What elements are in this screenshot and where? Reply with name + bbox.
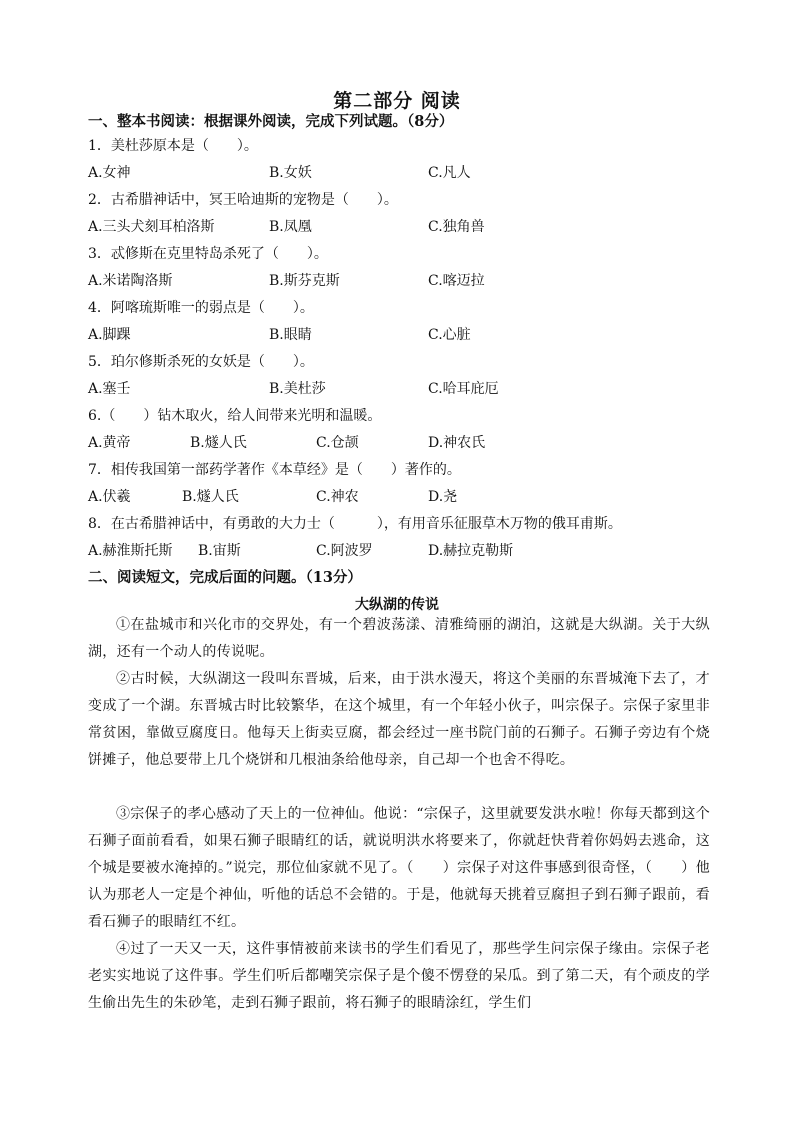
question-6-option-b: B.燧人氏	[190, 435, 247, 451]
passage-title: 大纵湖的传说	[355, 597, 439, 613]
section2-heading: 二、阅读短文，完成后面的问题。（13分）	[88, 569, 362, 586]
question-5-option-b: B.美杜莎	[269, 381, 326, 397]
question-3-option-b: B.斯芬克斯	[269, 273, 340, 289]
question-8-option-b: B.宙斯	[198, 543, 241, 559]
question-7-stem: 7．相传我国第一部药学著作《本草经》是（ ）著作的。	[88, 462, 461, 478]
question-3-stem: 3．忒修斯在克里特岛杀死了（ ）。	[88, 246, 328, 262]
question-3-option-a: A.米诺陶洛斯	[88, 273, 173, 289]
question-7-option-d: D.尧	[428, 489, 458, 505]
question-6-option-a: A.黄帝	[88, 435, 131, 451]
question-4-option-a: A.脚踝	[88, 327, 131, 343]
question-1-option-b: B.女妖	[269, 165, 312, 181]
question-8-option-c: C.阿波罗	[316, 543, 373, 559]
question-7-option-b: B.燧人氏	[182, 489, 239, 505]
passage-paragraph-3: ③宗保子的孝心感动了天上的一位神仙。他说：“宗保子，这里就要发洪水啦！你每天都到这个石狮子面前看看，如果石狮子眼睛红的话，就说明洪水将要来了，你就赶快背着你妈妈去逃命，这个城是要被水淹掉的。”说完，那位仙家就不见了。（ ）宗保子对这件事感到很奇怪，（ ）他认为那老人一定是个神仙，听他的话总不会错的。于是，他就每天挑着豆腐担子到石狮子跟前，看看石狮子的眼睛红不红。	[88, 806, 710, 930]
passage-paragraph-2: ②古时候，大纵湖这一段叫东晋城，后来，由于洪水漫天，将这个美丽的东晋城淹下去了，才变成了一个湖。东晋城古时比较繁华，在这个城里，有一个年轻小伙子，叫宗保子。宗保子家里非常贫困，靠做豆腐度日。他每天上街卖豆腐，都会经过一座书院门前的石狮子。石狮子旁边有个烧饼摊子，他总要带上几个烧饼和几根油条给他母亲，自己却一个也舍不得吃。	[88, 671, 710, 768]
question-5-option-c: C.哈耳庇厄	[428, 381, 499, 397]
question-3-option-c: C.喀迈拉	[428, 273, 485, 289]
question-1-option-a: A.女神	[88, 165, 131, 181]
page-title: 第二部分 阅读	[333, 90, 461, 112]
question-8-option-d: D.赫拉克勒斯	[428, 543, 514, 559]
question-7-option-a: A.伏羲	[88, 489, 131, 505]
question-1-stem: 1．美杜莎原本是（ ）。	[88, 138, 258, 154]
question-2-option-c: C.独角兽	[428, 219, 485, 235]
question-4-option-c: C.心脏	[428, 327, 471, 343]
question-5-option-a: A.塞壬	[88, 381, 131, 397]
question-4-stem: 4．阿喀琉斯唯一的弱点是（ ）。	[88, 300, 314, 316]
question-6-stem: 6.（ ）钻木取火，给人间带来光明和温暖。	[88, 408, 382, 424]
section1-heading: 一、整本书阅读：根据课外阅读，完成下列试题。（8分）	[88, 113, 454, 130]
question-6-option-c: C.仓颉	[316, 435, 359, 451]
question-1-option-c: C.凡人	[428, 165, 471, 181]
question-4-option-b: B.眼睛	[269, 327, 312, 343]
question-6-option-d: D.神农氏	[428, 435, 486, 451]
question-7-option-c: C.神农	[316, 489, 359, 505]
question-8-stem: 8．在古希腊神话中，有勇敢的大力士（ ），有用音乐征服草木万物的俄耳甫斯。	[88, 516, 622, 532]
question-2-option-b: B.凤凰	[269, 219, 312, 235]
question-2-stem: 2．古希腊神话中，冥王哈迪斯的宠物是（ ）。	[88, 192, 398, 208]
passage-paragraph-4: ④过了一天又一天，这件事情被前来读书的学生们看见了，那些学生问宗保子缘由。宗保子老老实实地说了这件事。学生们听后都嘲笑宗保子是个傻不愣登的呆瓜。到了第二天，有个顽皮的学生偷出先生的朱砂笔，走到石狮子跟前，将石狮子的眼睛涂红，学生们	[88, 941, 710, 1011]
question-2-option-a: A.三头犬刻耳柏洛斯	[88, 219, 215, 235]
question-5-stem: 5．珀尔修斯杀死的女妖是（ ）。	[88, 354, 314, 370]
passage-paragraph-1: ①在盐城市和兴化市的交界处，有一个碧波荡漾、清雅绮丽的湖泊，这就是大纵湖。关于大纵湖，还有一个动人的传说呢。	[88, 617, 710, 660]
question-8-option-a: A.赫淮斯托斯	[88, 543, 173, 559]
